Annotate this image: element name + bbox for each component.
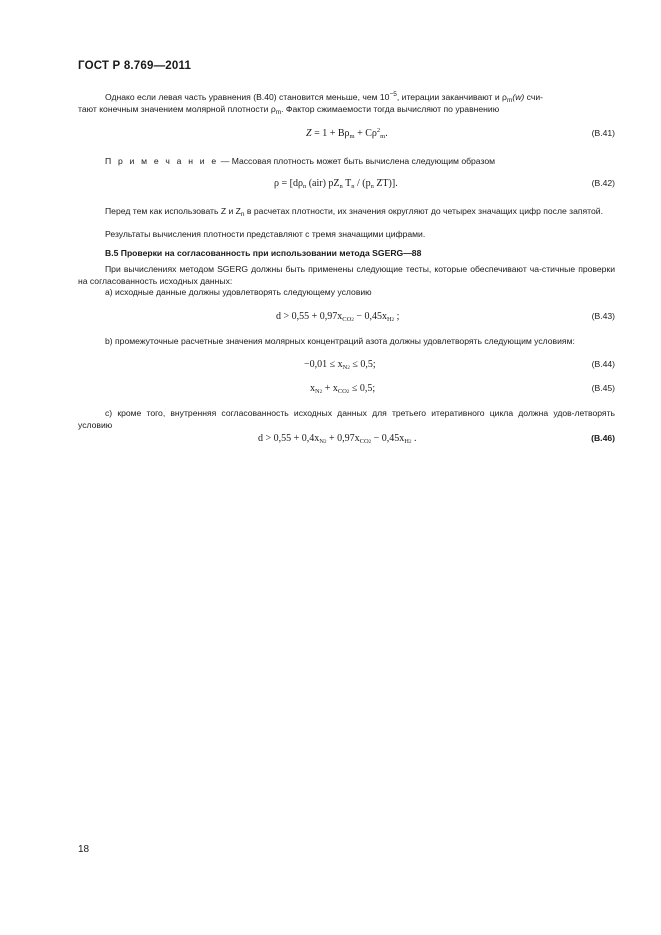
section-heading-b5: B.5 Проверки на согласованность при использовании метода SGERG—88 (105, 248, 422, 258)
equation-b43-formula: $d > 0,55 + 0,97x_{CO2} - 0,45x_{H2}$ ; (276, 311, 400, 323)
equation-number: (B.46) (591, 433, 615, 443)
p1-line2-a: тают конечным значением молярной плотности (78, 104, 271, 114)
item-a: a) исходные данные должны удовлетворять следующему условию (105, 287, 372, 297)
equation-b41-formula: $Z = 1 + B\rho_m + C\rho^2_m$. (306, 127, 388, 140)
equation-number: (B.41) (591, 128, 615, 138)
note-text: Массовая плотность может быть вычислена следующим образом (231, 156, 496, 166)
equation-number: (B.44) (591, 359, 615, 369)
equation-b46 (78, 433, 615, 447)
p1-text-a: Однако если левая часть уравнения (B.40) становится меньше, чем 10 (105, 92, 390, 102)
paragraph-rounding: Перед тем как использовать Z и $Z_n$ в расчетах плотности, их значения округляют до четырех значащих цифр после запятой. (105, 206, 603, 218)
document-header: ГОСТ Р 8.769—2011 (78, 60, 192, 72)
item-b: b) промежуточные расчетные значения молярных концентраций азота должны удовлетворять следующим условиям: (105, 336, 575, 346)
rho-subscript: m (506, 97, 513, 104)
rho-subscript-2: m (275, 109, 282, 116)
rho-symbol: ρ (502, 92, 507, 102)
p1-line2-b: . Фактор сжимаемости тогда вычисляют по уравнению (281, 104, 500, 114)
paragraph-results: Результаты вычисления плотности представляют с тремя значащими цифрами. (105, 229, 426, 239)
p1-exponent: −5 (389, 91, 397, 98)
equation-b45 (78, 383, 615, 397)
p1-text-b: , итерации заканчивают и (396, 92, 503, 102)
equation-number: (B.42) (591, 178, 615, 188)
note-label: П р и м е ч а н и е (105, 156, 219, 166)
rho-symbol-2: ρ (270, 104, 276, 114)
equation-b43 (78, 311, 615, 325)
equation-b44 (78, 359, 615, 373)
paragraph-iteration-end-line2 (78, 104, 615, 116)
p1-text-c: счи- (524, 92, 544, 102)
equation-b44-formula: $-0,01 \le x_{N2} \le 0,5$; (304, 359, 376, 371)
w-arg: (w) (512, 92, 525, 102)
page-number: 18 (78, 844, 90, 855)
paragraph-iteration-end (78, 92, 615, 104)
equation-b42 (78, 178, 615, 192)
equation-b41 (78, 128, 615, 142)
paragraph-sgerg-tests: При вычислениях методом SGERG должны быть применены следующие тесты, которые обеспечивают ча-стичные проверки на согласованность исходных данных: (78, 264, 615, 286)
equation-b45-formula: $x_{N2} + x_{CO2} \le 0,5$; (310, 383, 376, 395)
equation-number: (B.45) (591, 383, 615, 393)
item-c: c) кроме того, внутренняя согласованность исходных данных для третьего итеративного цикла должна удов-летворять условию (78, 408, 615, 430)
equation-b42-formula: $\rho = [d\rho_n$ (air) $pZ_n$ $T_n / (p_n$ ZT)]. (274, 178, 398, 190)
equation-b46-formula: $d > 0,55 + 0,4x_{N2} + 0,97x_{CO2} - 0,45x_{H2}$ . (258, 433, 417, 445)
equation-number: (B.43) (591, 311, 615, 321)
note-paragraph: П р и м е ч а н и е — Массовая плотность может быть вычислена следующим образом (105, 156, 496, 166)
